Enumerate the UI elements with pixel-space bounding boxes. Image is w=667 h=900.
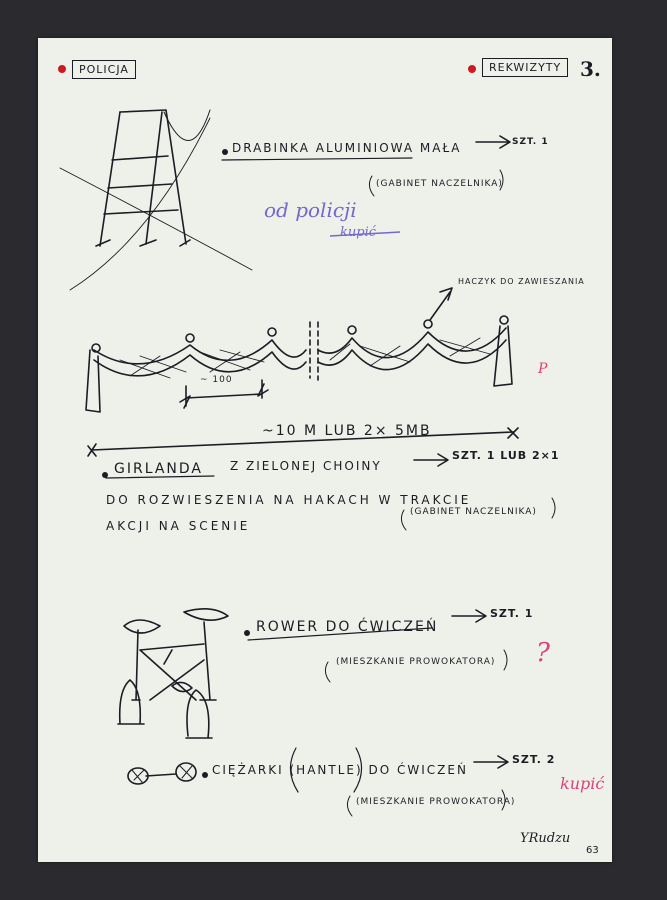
item-location-bike: (MIESZKANIE PROWOKATORA) (336, 657, 496, 667)
signature: YRudzu (520, 831, 571, 846)
note-kupic-struck: kupić (340, 225, 377, 240)
item-title-weights: CIĘŻARKI (HANTLE) DO ĆWICZEŃ (212, 763, 468, 777)
bullet-icon (244, 630, 250, 636)
pink-mark-p: P (538, 361, 548, 377)
bike-sketch (118, 609, 228, 738)
section-tag-policja: POLICJA (72, 60, 136, 79)
section-tag-rekwizyty: REKWIZYTY (482, 58, 568, 77)
item-title-garland: GIRLANDA (114, 461, 203, 477)
item-qty-bike: SZT. 1 (490, 607, 534, 620)
item-location-ladder: (GABINET NACZELNIKA) (376, 179, 503, 189)
item-desc-garland-1: DO ROZWIESZENIA NA HAKACH W TRAKCIE (106, 493, 472, 507)
page-number: 3. (580, 57, 601, 81)
bullet-icon (202, 772, 208, 778)
note-od-policji: od policji (264, 198, 357, 222)
item-qty-ladder: SZT. 1 (512, 137, 549, 147)
ladder-sketch (60, 110, 252, 290)
item-location-garland: (GABINET NACZELNIKA) (410, 507, 537, 517)
pink-mark-question: ? (536, 638, 550, 668)
item-title-garland-rest: Z ZIELONEJ CHOINY (230, 459, 382, 473)
item-desc-garland-2: AKCJI NA SCENIE (106, 519, 251, 533)
label-spacing: ~ 100 (200, 375, 233, 385)
label-total-length: ~10 M LUB 2× 5MB (262, 423, 432, 439)
item-title-ladder: DRABINKA ALUMINIOWA MAŁA (232, 141, 462, 155)
item-qty-weights: SZT. 2 (512, 753, 556, 766)
item-qty-garland: SZT. 1 LUB 2×1 (452, 449, 560, 462)
label-hook: HACZYK DO ZAWIESZANIA (458, 277, 585, 286)
bullet-icon (102, 472, 108, 478)
dumbbell-sketch (128, 763, 196, 784)
item-location-weights: (MIESZKANIE PROWOKATORA) (356, 797, 516, 807)
pink-note-kupic: kupić (560, 774, 605, 793)
bullet-icon (222, 149, 228, 155)
item-title-bike: ROWER DO ĆWICZEŃ (256, 619, 439, 635)
sheet-number: 63 (586, 845, 599, 856)
